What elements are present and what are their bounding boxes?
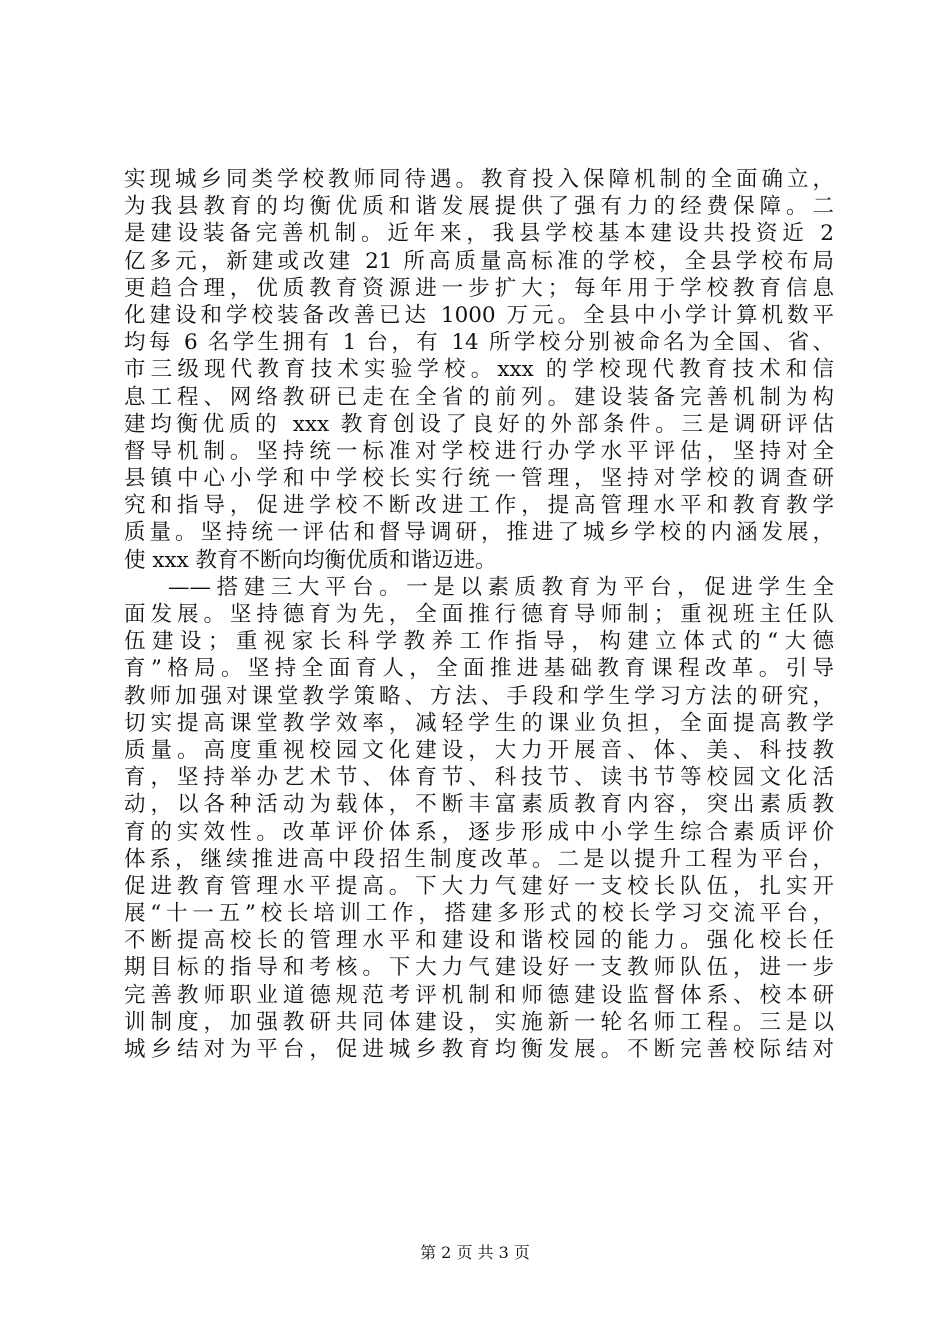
text-line: 切实提高课堂教学效率，减轻学生的课业负担，全面提高教学: [124, 710, 834, 736]
text-line: 育的实效性。改革评价体系，逐步形成中小学生综合素质评价: [124, 819, 834, 845]
paragraph-end-line: 使 xxx 教育不断向均衡优质和谐迈进。: [124, 547, 497, 573]
text-line: 不断提高校长的管理水平和建设和谐校园的能力。强化校长任: [124, 928, 834, 954]
text-line: 完善教师职业道德规范考评机制和师德建设监督体系、校本研: [124, 982, 834, 1008]
text-line: 伍建设；重视家长科学教养工作指导，构建立体式的“大德: [124, 629, 834, 655]
paragraph-start-line: ——搭建三大平台。一是以素质教育为平台，促进学生全: [168, 574, 834, 600]
text-line: 究和指导，促进学校不断改进工作，提高管理水平和教育教学: [124, 493, 834, 519]
text-line: 督导机制。坚持统一标准对学校进行办学水平评估，坚持对全: [124, 438, 834, 464]
text-line: 是建设装备完善机制。近年来，我县学校基本建设共投资近 2: [124, 221, 834, 247]
text-line: 期目标的指导和考核。下大力气建设好一支教师队伍，进一步: [124, 955, 834, 981]
text-line: 市三级现代教育技术实验学校。xxx 的学校现代教育技术和信: [124, 357, 834, 383]
text-line: 展“十一五”校长培训工作，搭建多形式的校长学习交流平台，: [124, 901, 834, 927]
text-line: 质量。坚持统一评估和督导调研，推进了城乡学校的内涵发展，: [124, 520, 834, 546]
text-line: 训制度，加强教研共同体建设，实施新一轮名师工程。三是以: [124, 1009, 834, 1035]
text-line: 均每 6 名学生拥有 1 台，有 14 所学校分别被命名为全国、省、: [124, 330, 834, 356]
text-line: 化建设和学校装备改善已达 1000 万元。全县中小学计算机数平: [124, 302, 834, 328]
document-body: [124, 166, 834, 1063]
text-line: 促进教育管理水平提高。下大力气建好一支校长队伍，扎实开: [124, 873, 834, 899]
text-line: 教师加强对课堂教学策略、方法、手段和学生学习方法的研究，: [124, 683, 834, 709]
text-line: 亿多元，新建或改建 21 所高质量高标准的学校，全县学校布局: [124, 248, 834, 274]
page-footer: 第 2 页 共 3 页: [420, 1243, 530, 1262]
text-line: 育”格局。坚持全面育人，全面推进基础教育课程改革。引导: [124, 656, 834, 682]
text-line: 质量。高度重视校园文化建设，大力开展音、体、美、科技教: [124, 737, 834, 763]
text-line: 息工程、网络教研已走在全省的前列。建设装备完善机制为构: [124, 384, 834, 410]
text-line: 动，以各种活动为载体，不断丰富素质教育内容，突出素质教: [124, 792, 834, 818]
text-line: 为我县教育的均衡优质和谐发展提供了强有力的经费保障。二: [124, 194, 834, 220]
text-line: 育，坚持举办艺术节、体育节、科技节、读书节等校园文化活: [124, 765, 834, 791]
text-line: 县镇中心小学和中学校长实行统一管理，坚持对学校的调查研: [124, 466, 834, 492]
text-line: 实现城乡同类学校教师同待遇。教育投入保障机制的全面确立，: [124, 167, 834, 192]
text-line: 体系，继续推进高中段招生制度改革。二是以提升工程为平台，: [124, 846, 834, 872]
text-line: 城乡结对为平台，促进城乡教育均衡发展。不断完善校际结对: [124, 1037, 834, 1062]
text-line: 面发展。坚持德育为先，全面推行德育导师制；重视班主任队: [124, 602, 834, 627]
text-line: 更趋合理，优质教育资源进一步扩大；每年用于学校教育信息: [124, 275, 834, 301]
text-line: 建均衡优质的 xxx 教育创设了良好的外部条件。三是调研评估: [124, 411, 834, 437]
